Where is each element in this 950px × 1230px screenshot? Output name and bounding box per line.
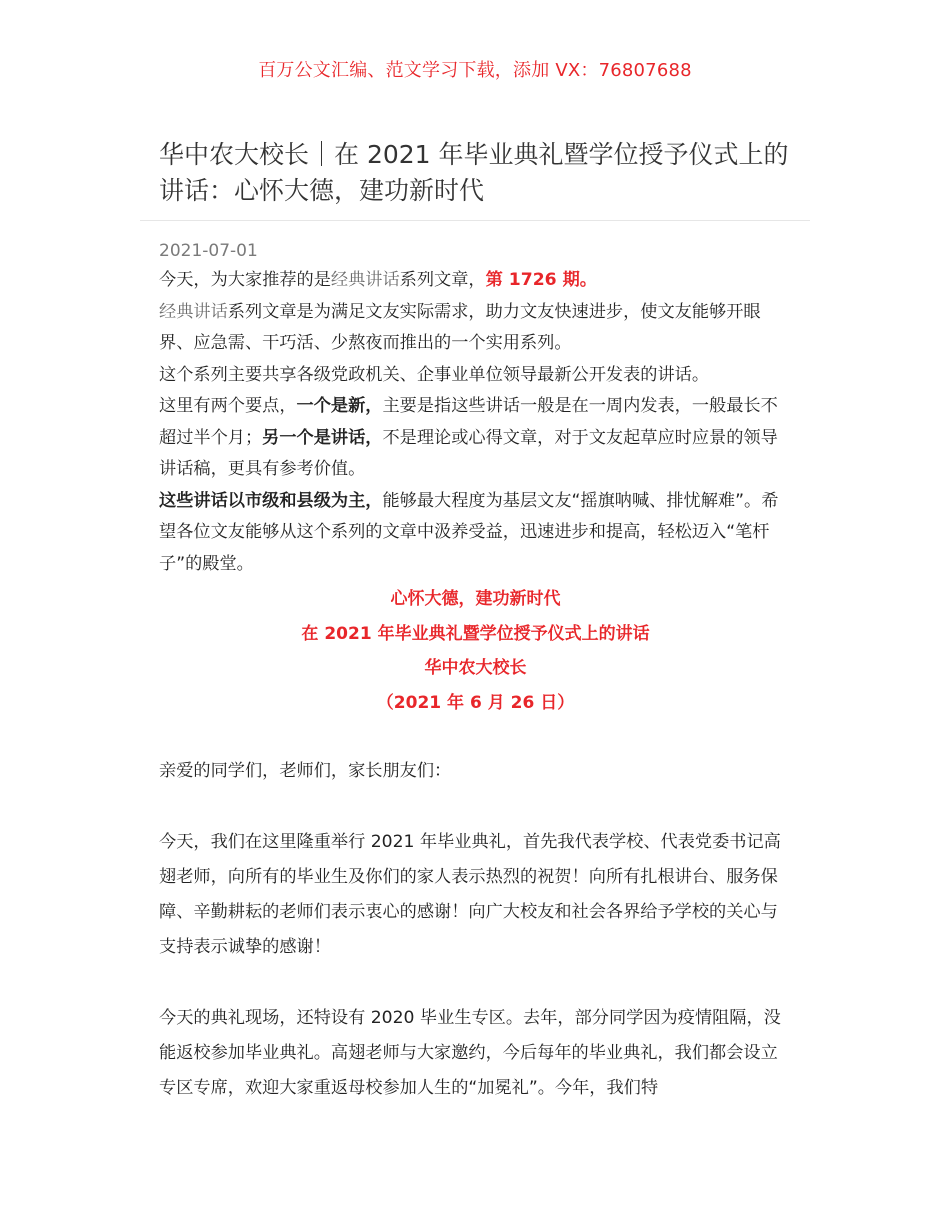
intro-paragraph-5 [159, 486, 792, 581]
series-name: 经典讲话 [330, 270, 400, 290]
spacer [159, 789, 792, 825]
article-body [159, 238, 792, 1106]
intro-mid: 系列文章， [399, 270, 486, 290]
speech-speaker: 华中农大校长 [424, 658, 527, 679]
p5-bold-a: 这些讲话以市级和县级为主， [159, 490, 383, 511]
p4-bold-d: 另一个是讲话， [262, 427, 383, 448]
intro-line [159, 265, 792, 297]
p4-text-a: 这里有两个要点， [159, 396, 297, 416]
speech-date: （2021 年 6 月 26 日） [376, 693, 575, 714]
p4-bold-b: 一个是新， [296, 396, 383, 416]
series-name: 经典讲话 [159, 301, 228, 322]
speech-header [159, 582, 792, 721]
intro-p2-text: 系列文章是为满足文友实际需求，助力文友快速进步，使文友能够开眼界、应急需、干巧活、少熬夜而推出的一个实用系列。 [159, 301, 761, 353]
promo-banner: 百万公文汇编、范文学习下载，添加 VX：76807688 [258, 60, 692, 81]
intro-prefix: 今天，为大家推荐的是 [159, 270, 331, 290]
spacer [159, 721, 792, 754]
spacer [159, 965, 792, 1001]
issue-number: 第 1726 期。 [485, 270, 597, 290]
speech-paragraph-1: 今天，我们在这里隆重举行 2021 年毕业典礼，首先我代表学校、代表党委书记高翅老师，向所有的毕业生及你们的家人表示热烈的祝贺！向所有扎根讲台、服务保障、辛勤耕耘的老师们表示衷心的感谢！向广大校友和社会各界给予学校的关心与支持表示诚挚的感谢！ [159, 831, 781, 957]
intro-paragraph-4 [159, 391, 792, 486]
speech-theme: 心怀大德，建功新时代 [390, 589, 561, 609]
article-title: 华中农大校长｜在 2021 年毕业典礼暨学位授予仪式上的讲话：心怀大德，建功新时代 [159, 140, 789, 205]
p4-text-e: 不是理论或心得文章，对于文友起草应时应景的领导讲话稿，更具有参考价值。 [159, 427, 778, 479]
speech-paragraph-2: 今天的典礼现场，还特设有 2020 毕业生专区。去年，部分同学因为疫情阻隔，没能返校参加毕业典礼。高翅老师与大家邀约，今后每年的毕业典礼，我们都会设立专区专席，欢迎大家重返母校参加人生的“加冕礼”。今年，我们特 [159, 1007, 781, 1098]
p5-text-b: 能够最大程度为基层文友“摇旗呐喊、排忧解难”。希望各位文友能够从这个系列的文章中汲养受益，迅速进步和提高，轻松迈入“笔杆子”的殿堂。 [159, 490, 779, 574]
publish-date: 2021-07-01 [159, 241, 258, 261]
intro-paragraph-2 [159, 297, 792, 360]
title-divider [140, 220, 810, 221]
p4-text-c: 主要是指这些讲话一般是在一周内发表，一般最长不超过半个月； [159, 396, 778, 448]
speech-greeting: 亲爱的同学们，老师们，家长朋友们： [159, 760, 452, 781]
intro-paragraph-3: 这个系列主要共享各级党政机关、企事业单位领导最新公开发表的讲话。 [159, 364, 710, 385]
speech-occasion: 在 2021 年毕业典礼暨学位授予仪式上的讲话 [301, 623, 650, 644]
